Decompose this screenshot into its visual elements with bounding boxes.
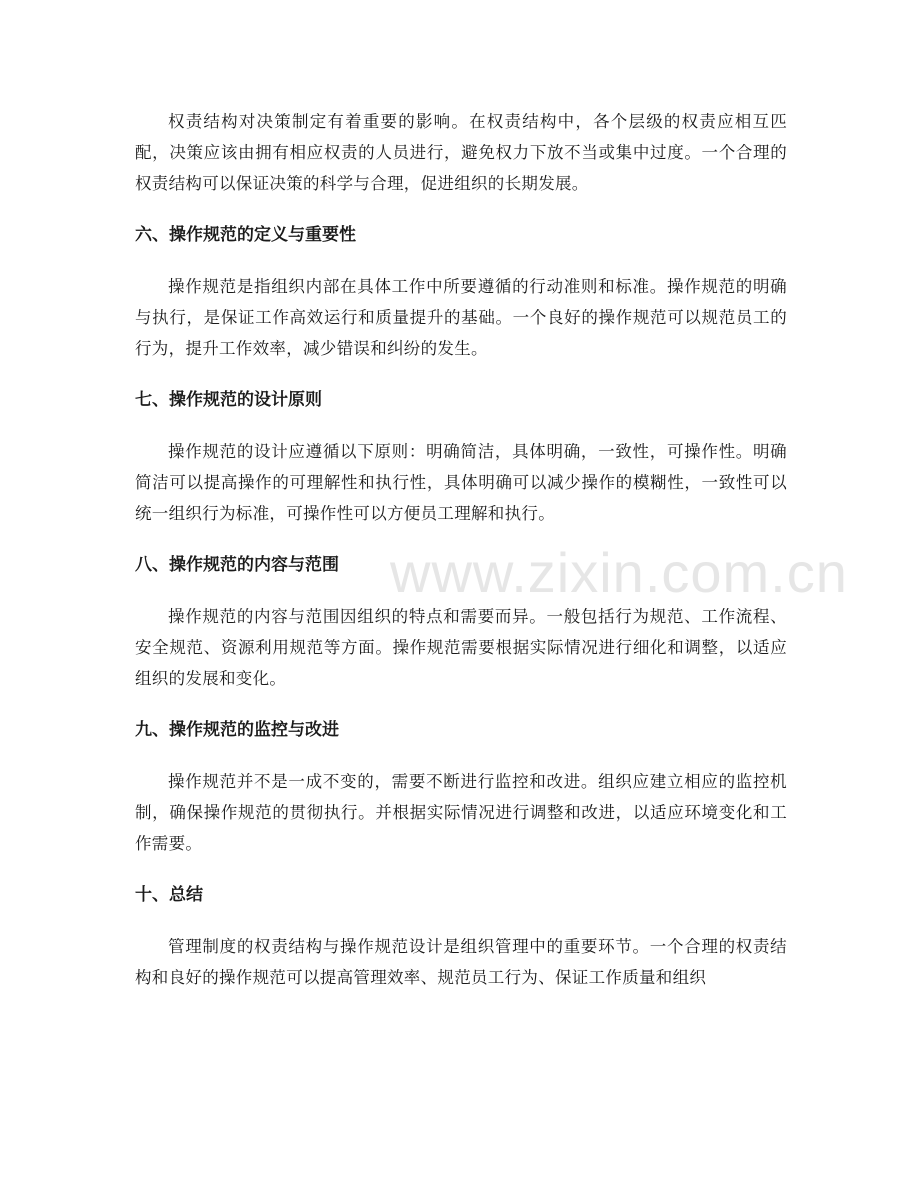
heading-section-8: 八、操作规范的内容与范围 xyxy=(135,555,339,575)
paragraph-section-6: 操作规范是指组织内部在具体工作中所要遵循的行动准则和标准。操作规范的明确与执行，是保证工作高效运行和质量提升的基础。一个良好的操作规范可以规范员工的行为，提升工作效率，减少错误和纠纷的发生。 xyxy=(135,277,787,358)
heading-section-6: 六、操作规范的定义与重要性 xyxy=(135,225,356,245)
paragraph-section-10: 管理制度的权责结构与操作规范设计是组织管理中的重要环节。一个合理的权责结构和良好的操作规范可以提高管理效率、规范员工行为、保证工作质量和组织 xyxy=(135,937,787,987)
paragraph-section-7: 操作规范的设计应遵循以下原则：明确简洁，具体明确，一致性，可操作性。明确简洁可以提高操作的可理解性和执行性，具体明确可以减少操作的模糊性，一致性可以统一组织行为标准，可操作性可以方便员工理解和执行。 xyxy=(135,442,787,523)
heading-section-9: 九、操作规范的监控与改进 xyxy=(135,720,339,740)
heading-section-10: 十、总结 xyxy=(135,885,203,905)
paragraph-authority-decision: 权责结构对决策制定有着重要的影响。在权责结构中，各个层级的权责应相互匹配，决策应该由拥有相应权责的人员进行，避免权力下放不当或集中过度。一个合理的权责结构可以保证决策的科学与合理，促进组织的长期发展。 xyxy=(135,112,787,193)
paragraph-section-9: 操作规范并不是一成不变的，需要不断进行监控和改进。组织应建立相应的监控机制，确保操作规范的贯彻执行。并根据实际情况进行调整和改进，以适应环境变化和工作需要。 xyxy=(135,772,787,853)
paragraph-section-8: 操作规范的内容与范围因组织的特点和需要而异。一般包括行为规范、工作流程、安全规范、资源利用规范等方面。操作规范需要根据实际情况进行细化和调整，以适应组织的发展和变化。 xyxy=(135,607,787,688)
document-body xyxy=(135,106,787,993)
watermark: www.zixin.com.cn xyxy=(390,541,848,604)
heading-section-7: 七、操作规范的设计原则 xyxy=(135,390,322,410)
